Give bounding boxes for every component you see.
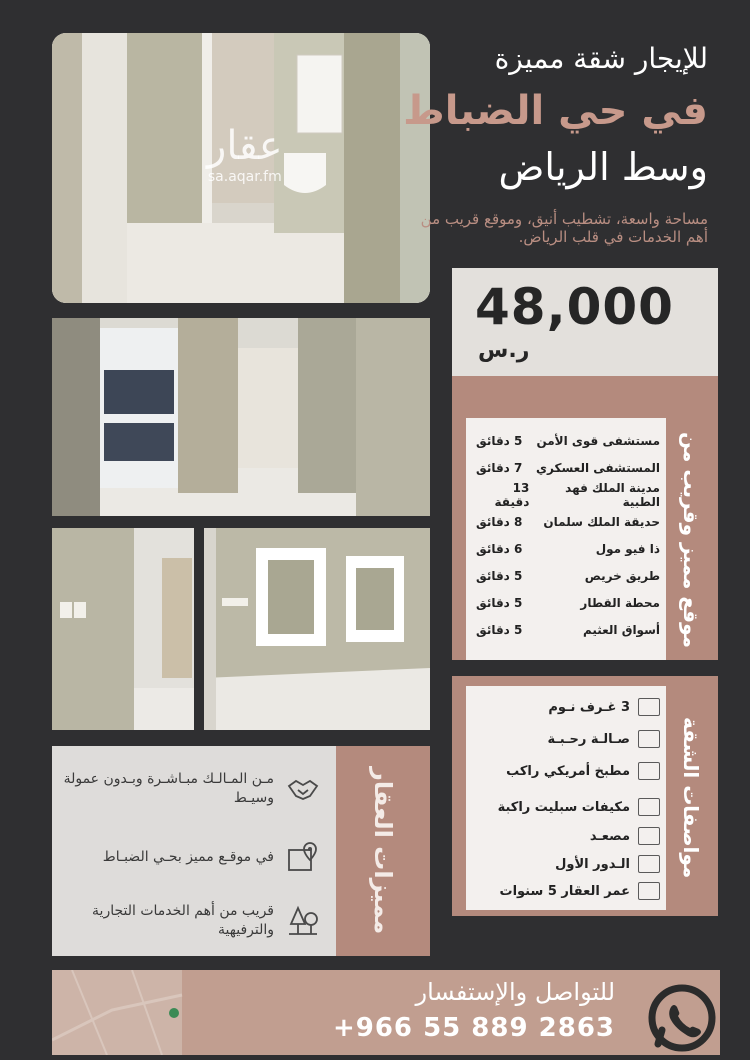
location-item <box>476 536 660 562</box>
location-time: 5 دقائق <box>476 596 523 610</box>
location-item <box>476 482 660 508</box>
location-time: 6 دقائق <box>476 542 523 556</box>
description: مساحة واسعة، تشطيب أنيق، وموقع قريب من أهم الخدمات في قلب الرياض. <box>420 210 708 246</box>
location-item <box>476 590 660 616</box>
feature-text: في موقـع مميز بحـي الضبـاط <box>102 848 274 865</box>
sofa-icon <box>638 730 660 748</box>
spec-item <box>476 794 660 820</box>
handshake-icon <box>286 772 320 806</box>
location-time: 13 دقيقة <box>494 481 530 509</box>
contact-title: للتواصل والإستفسار <box>415 978 615 1006</box>
hall-illustration <box>52 528 194 730</box>
price-amount: 48,000 <box>475 278 674 336</box>
location-item <box>476 563 660 589</box>
building-age-icon <box>638 882 660 900</box>
spec-label: صـالـة رحـبـة <box>547 731 630 747</box>
spec-label: مصعـد <box>589 828 630 844</box>
location-place: حديقة الملك سلمان <box>543 515 660 529</box>
map-pin-icon <box>286 840 320 874</box>
location-place: مدينة الملك فهد الطبية <box>565 481 660 509</box>
spec-label: مكيفات سبليت راكبة <box>497 799 630 815</box>
apartment-photo-hall <box>52 528 194 730</box>
bed-icon <box>638 698 660 716</box>
features-heading: مميزات العقار <box>369 767 397 935</box>
kitchen-illustration <box>52 318 430 516</box>
feature-item <box>62 832 328 882</box>
location-time: 5 دقائق <box>476 434 523 448</box>
specs-heading: مواصفات الشقة <box>679 717 703 879</box>
location-time: 5 دقائق <box>476 623 523 637</box>
feature-item <box>62 896 328 946</box>
location-time: 8 دقائق <box>476 515 523 529</box>
title-line-1: للإيجار شقة مميزة <box>494 42 708 75</box>
ac-icon <box>638 798 660 816</box>
location-place: أسواق العثيم <box>582 623 660 637</box>
title-line-2: في حي الضباط <box>403 88 708 134</box>
spec-label: الـدور الأول <box>555 856 630 872</box>
whatsapp-icon[interactable] <box>640 978 720 1058</box>
location-item <box>476 455 660 481</box>
location-item <box>476 509 660 535</box>
apartment-photo-living <box>204 528 430 730</box>
spec-item <box>476 758 660 784</box>
contact-phone[interactable]: +966 55 889 2863 <box>332 1013 615 1043</box>
living-illustration <box>204 528 430 730</box>
spec-item <box>476 878 660 904</box>
location-item <box>476 428 660 454</box>
currency-symbol: ر.س <box>478 338 530 363</box>
spec-item <box>476 726 660 752</box>
location-place: محطة القطار <box>580 596 660 610</box>
elevator-icon <box>638 827 660 845</box>
kitchen-icon <box>638 762 660 780</box>
location-place: طريق خريص <box>584 569 660 583</box>
location-place: المستشفى العسكري <box>536 461 660 475</box>
watermark-logo: عقار <box>207 123 283 169</box>
location-time: 7 دقائق <box>476 461 523 475</box>
location-place: ذا فيو مول <box>595 542 660 556</box>
features-heading-wrap <box>336 746 430 956</box>
apartment-photo-bathroom <box>52 33 430 303</box>
location-time: 5 دقائق <box>476 569 523 583</box>
location-item <box>476 617 660 643</box>
spec-item <box>476 851 660 877</box>
location-place: مستشفى قوى الأمن <box>536 434 660 448</box>
feature-text: مـن المـالـك مبـاشـرة وبـدون عمولة وسيـط <box>63 771 274 806</box>
trees-icon <box>286 904 320 938</box>
stairs-icon <box>638 855 660 873</box>
location-heading-wrap <box>676 420 706 660</box>
location-heading: موقع مميز وقريب من <box>679 432 703 648</box>
watermark <box>207 125 283 185</box>
spec-label: مطبخ أمريكي راكب <box>506 763 630 779</box>
title-line-3: وسط الرياض <box>498 145 708 189</box>
specs-heading-wrap <box>676 680 706 916</box>
watermark-url: sa.aqar.fm <box>207 169 282 185</box>
feature-text: قريب من أهم الخدمات التجارية والترفيهية <box>92 903 274 938</box>
feature-item <box>62 764 328 814</box>
spec-label: عمر العقار 5 سنوات <box>499 883 630 899</box>
apartment-photo-kitchen <box>52 318 430 516</box>
spec-label: 3 غـرف نـوم <box>548 699 630 715</box>
spec-item <box>476 694 660 720</box>
spec-item <box>476 823 660 849</box>
